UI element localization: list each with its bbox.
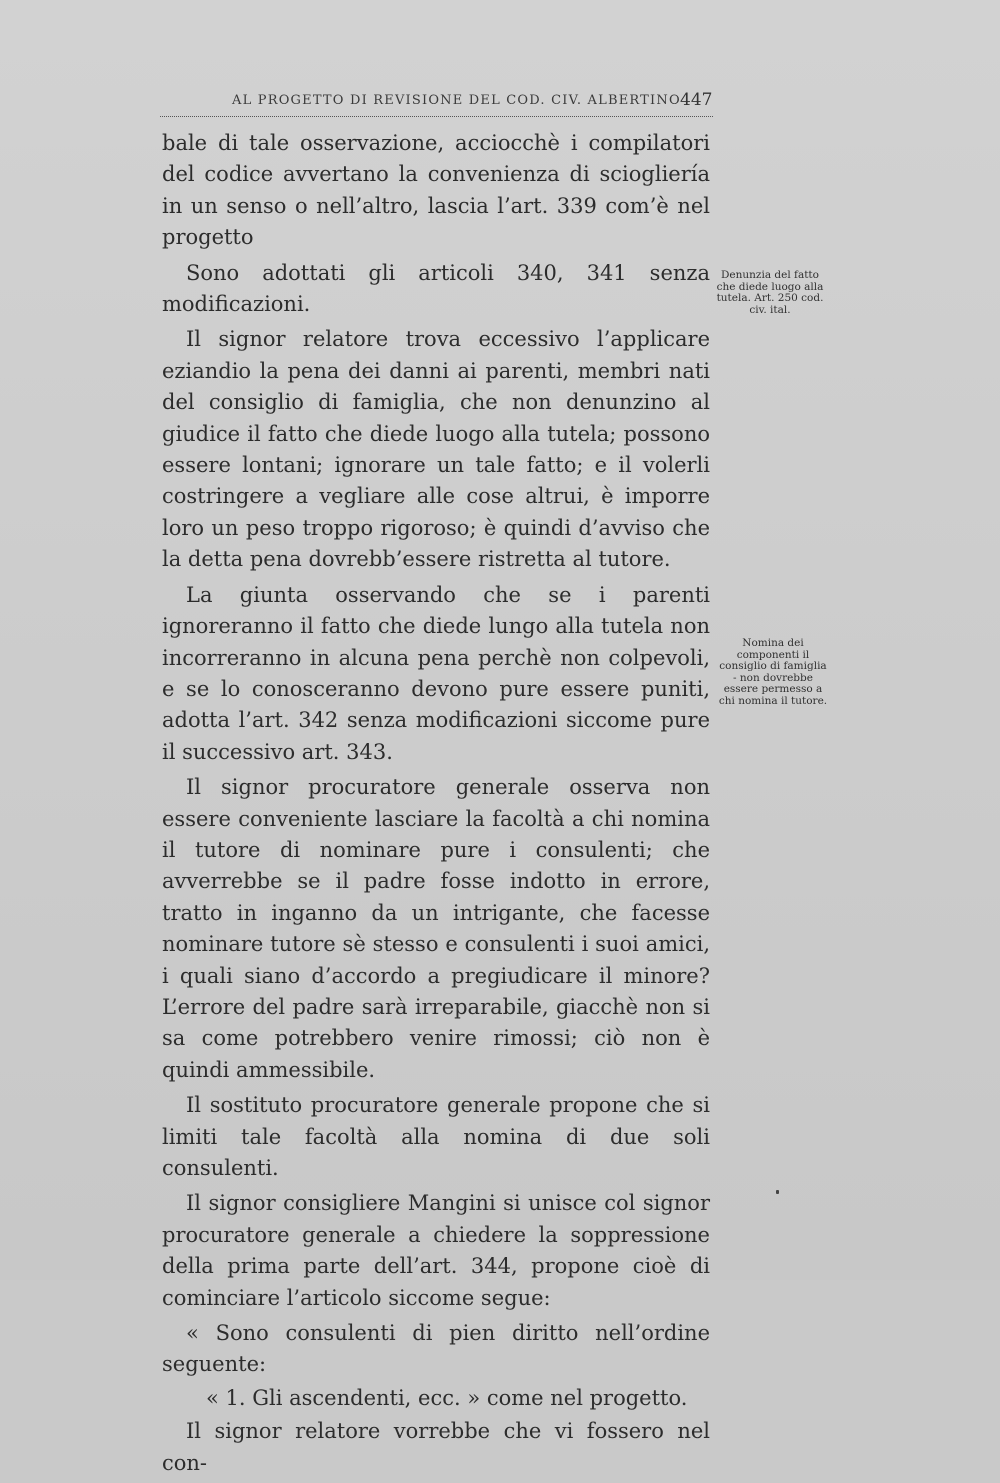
margin-note: Denunzia del fatto che diede luogo alla tutela. Art. 250 cod. civ. ital. <box>716 269 824 316</box>
paragraph: Il sostituto procuratore generale propone che si limiti tale facoltà alla nomina di due soli consulenti. <box>162 1093 710 1180</box>
body-text <box>162 128 710 1483</box>
quoted-line: « 1. Gli ascendenti, ecc. » come nel progetto. <box>206 1385 688 1410</box>
page-number: 447 <box>680 90 713 110</box>
paragraph: Sono adottati gli articoli 340, 341 senza modificazioni. <box>162 260 710 317</box>
running-title: AL PROGETTO DI REVISIONE DEL COD. CIV. ALBERTINO <box>232 93 681 108</box>
paragraph: Il signor consigliere Mangini si unisce col signor procuratore generale a chiedere la soppressione della prima parte dell’art. 344, propone cioè di cominciare l’articolo siccome segue: <box>162 1191 710 1310</box>
paragraph: Il signor relatore vorrebbe che vi fossero nel con- <box>162 1419 710 1475</box>
ink-speck <box>776 1190 779 1194</box>
margin-note: Nomina dei componenti il consiglio di famiglia - non dovrebbe essere permesso a chi nomina il tutore. <box>718 637 828 707</box>
quoted-line: « Sono consulenti di pien diritto nell’ordine seguente: <box>162 1321 710 1377</box>
paragraph: Il signor relatore trova eccessivo l’applicare eziandio la pena dei danni ai parenti, membri nati del consiglio di famiglia, che non denunzino al giudice il fatto che diede luogo alla tutela; possono essere lontani; ignorare un tale fatto; e il volerli costringere a vegliare alle cose altrui, è imporre loro un peso troppo rigoroso; è quindi d’avviso che la detta pena dovrebb’essere ristretta al tutore. <box>162 327 710 572</box>
paragraph: Il signor procuratore generale osserva non essere conveniente lasciare la facoltà a chi nomina il tutore di nominare pure i consulenti; che avverrebbe se il padre fosse indotto in errore, tratto in inganno da un intrigante, che facesse nominare tutore sè stesso e consulenti i suoi amici, i quali siano d’accordo a pregiudicare il minore? L’errore del padre sarà irreparabile, giacchè non si sa come potrebbero venire rimossi; ciò non è quindi ammessibile. <box>162 775 710 1082</box>
paragraph: La giunta osservando che se i parenti ignoreranno il fatto che diede lungo alla tutela non incorreranno in alcuna pena perchè non colpevoli, e se lo conosceranno devono pure essere puniti, adotta l’art. 342 senza modificazioni siccome pure il successivo art. 343. <box>162 582 710 764</box>
header-rule <box>160 116 713 117</box>
paragraph-continuation: bale di tale osservazione, acciocchè i compilatori del codice avvertano la convenienza di sciogliería in un senso o nell’altro, lascia l’art. 339 com’è nel progetto <box>162 131 710 250</box>
